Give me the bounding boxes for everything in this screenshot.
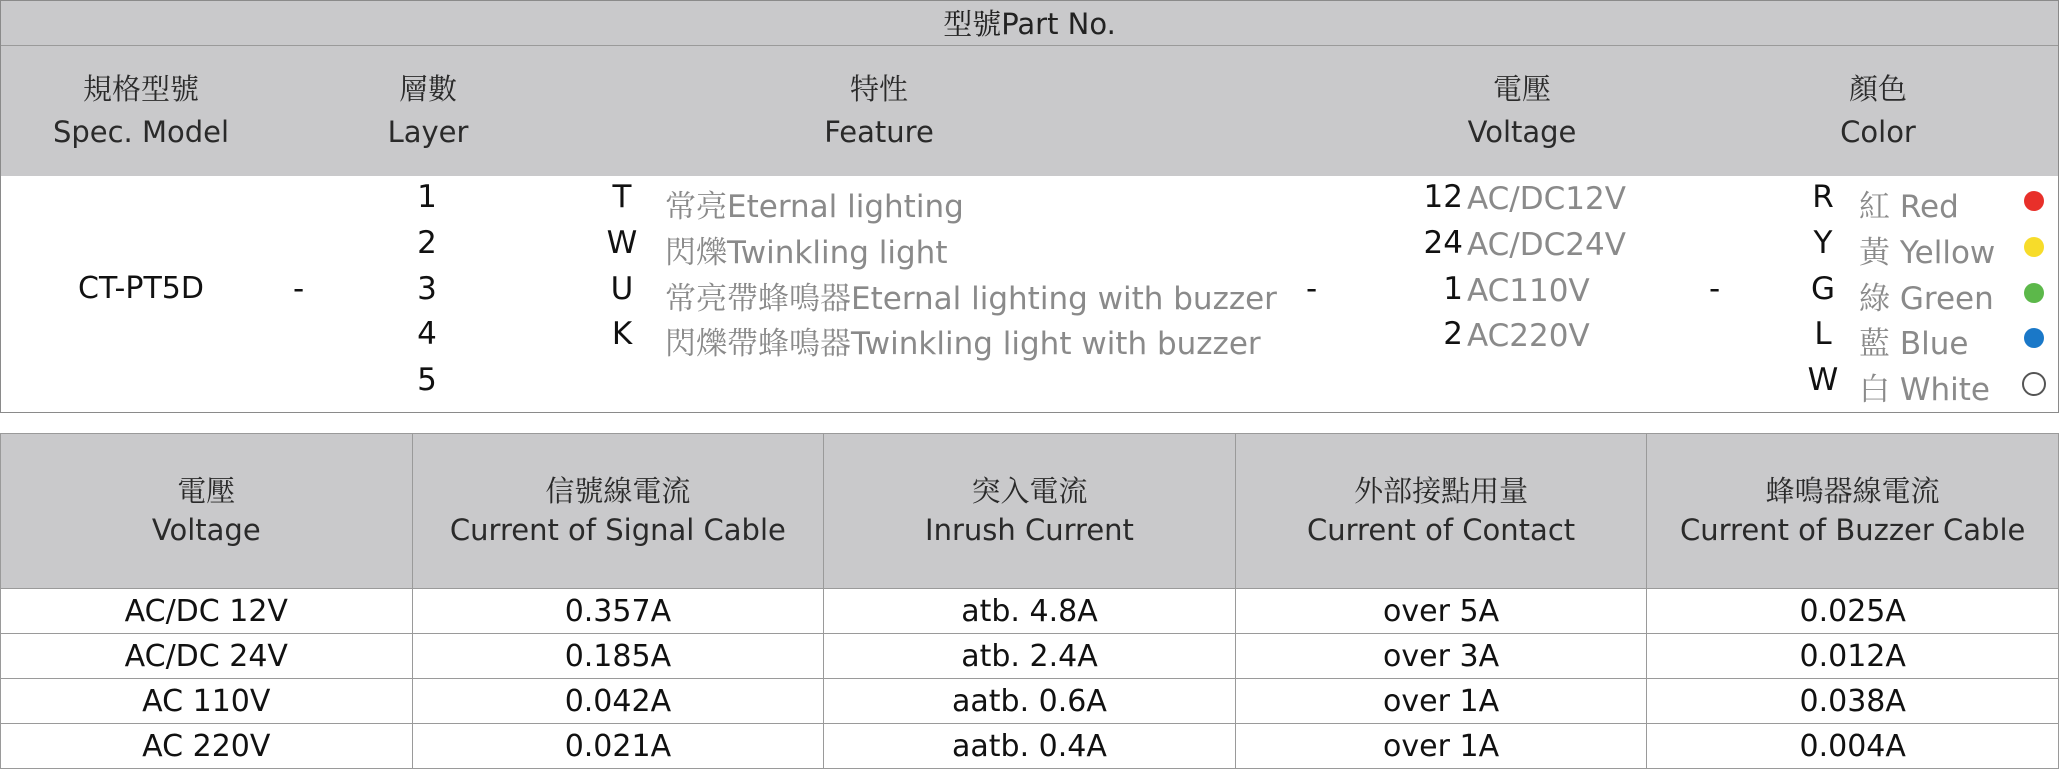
red-color-dot-icon <box>2024 191 2044 211</box>
table-cell: 0.004A <box>1647 724 2059 769</box>
table-cell: atb. 2.4A <box>824 634 1236 679</box>
header-zh: 層數 <box>398 72 457 106</box>
header-zh: 信號線電流 <box>545 474 691 508</box>
header-spec-model <box>0 68 291 154</box>
spec-header-buzzer-current <box>1647 434 2059 589</box>
table-row <box>1 589 2059 634</box>
layer-option: 5 <box>417 362 437 398</box>
header-zh: 特性 <box>849 72 908 106</box>
table-row <box>1 679 2059 724</box>
header-en: Current of Contact <box>1307 513 1576 547</box>
table-cell: 0.185A <box>412 634 824 679</box>
spec-header-signal-current <box>412 434 824 589</box>
voltage-code: 2 <box>1443 316 1463 352</box>
header-zh: 規格型號 <box>82 72 199 106</box>
color-desc: 藍 Blue <box>1859 326 1969 362</box>
separator-dash: - <box>1306 271 1318 307</box>
table-row <box>1 634 2059 679</box>
table-cell: 0.021A <box>412 724 824 769</box>
feature-desc: 閃爍Twinkling light <box>665 235 948 271</box>
header-zh: 突入電流 <box>971 474 1088 508</box>
feature-code: K <box>611 316 633 352</box>
header-en: Current of Buzzer Cable <box>1680 513 2026 547</box>
table-cell: 0.012A <box>1647 634 2059 679</box>
table-cell: over 1A <box>1235 679 1647 724</box>
color-desc: 白 White <box>1859 372 1990 408</box>
spec-header-inrush-current <box>824 434 1236 589</box>
voltage-code: 1 <box>1443 271 1463 307</box>
table-cell: 0.357A <box>412 589 824 634</box>
color-desc: 紅 Red <box>1859 189 1959 225</box>
table-cell: 0.025A <box>1647 589 2059 634</box>
voltage-code: 12 <box>1423 179 1463 215</box>
separator-dash: - <box>293 271 305 307</box>
header-en: Voltage <box>1467 115 1577 149</box>
blue-color-dot-icon <box>2024 328 2044 348</box>
table-cell: AC/DC 24V <box>1 634 413 679</box>
layer-option: 1 <box>417 179 437 215</box>
header-en: Feature <box>824 115 934 149</box>
voltage-desc: AC220V <box>1467 318 1590 354</box>
table-cell: AC/DC 12V <box>1 589 413 634</box>
table-cell: 0.042A <box>412 679 824 724</box>
electrical-spec-table <box>0 433 2059 769</box>
table-cell: atb. 4.8A <box>824 589 1236 634</box>
table-cell: AC 110V <box>1 679 413 724</box>
feature-desc: 閃爍帶蜂鳴器Twinkling light with buzzer <box>665 326 1261 362</box>
layer-option: 3 <box>417 271 437 307</box>
layer-option: 4 <box>417 316 437 352</box>
header-en: Inrush Current <box>925 513 1134 547</box>
yellow-color-dot-icon <box>2024 237 2044 257</box>
header-en: Color <box>1840 115 1916 149</box>
header-feature <box>729 68 1029 154</box>
part-number-title: 型號Part No. <box>1 1 2058 46</box>
white-color-dot-icon <box>2022 372 2046 396</box>
part-number-header-row <box>1 46 2058 176</box>
spec-header-contact-current <box>1235 434 1647 589</box>
voltage-desc: AC110V <box>1467 273 1590 309</box>
header-en: Voltage <box>151 513 261 547</box>
voltage-desc: AC/DC12V <box>1467 181 1626 217</box>
table-cell: 0.038A <box>1647 679 2059 724</box>
layer-option: 2 <box>417 225 437 261</box>
header-layer <box>278 68 578 154</box>
color-desc: 黃 Yellow <box>1859 235 1996 271</box>
spec-header-voltage <box>1 434 413 589</box>
header-zh: 蜂鳴器線電流 <box>1765 474 1940 508</box>
table-cell: aatb. 0.4A <box>824 724 1236 769</box>
header-en: Layer <box>387 115 469 149</box>
feature-desc: 常亮Eternal lighting <box>665 189 964 225</box>
feature-desc: 常亮帶蜂鳴器Eternal lighting with buzzer <box>665 281 1277 317</box>
color-code: R <box>1812 179 1834 215</box>
spec-model-value: CT-PT5D <box>78 271 204 306</box>
color-code: Y <box>1813 225 1833 261</box>
header-zh: 電壓 <box>177 474 236 508</box>
voltage-code: 24 <box>1423 225 1463 261</box>
separator-dash: - <box>1709 271 1721 307</box>
table-row <box>1 724 2059 769</box>
header-en: Current of Signal Cable <box>449 513 786 547</box>
header-voltage <box>1372 68 1672 154</box>
color-code: L <box>1814 316 1832 352</box>
green-color-dot-icon <box>2024 283 2044 303</box>
header-zh: 電壓 <box>1492 72 1551 106</box>
voltage-desc: AC/DC24V <box>1467 227 1626 263</box>
header-zh: 外部接點用量 <box>1354 474 1529 508</box>
table-cell: over 1A <box>1235 724 1647 769</box>
header-zh: 顏色 <box>1848 72 1907 106</box>
spec-header-row <box>1 434 2059 589</box>
table-cell: aatb. 0.6A <box>824 679 1236 724</box>
color-code: W <box>1807 362 1839 398</box>
table-cell: AC 220V <box>1 724 413 769</box>
header-color <box>1728 68 2028 154</box>
header-en: Spec. Model <box>52 115 230 149</box>
feature-code: W <box>606 225 638 261</box>
table-cell: over 5A <box>1235 589 1647 634</box>
feature-code: U <box>610 271 634 307</box>
color-desc: 綠 Green <box>1859 281 1994 317</box>
color-code: G <box>1810 271 1836 307</box>
table-cell: over 3A <box>1235 634 1647 679</box>
feature-code: T <box>612 179 632 215</box>
